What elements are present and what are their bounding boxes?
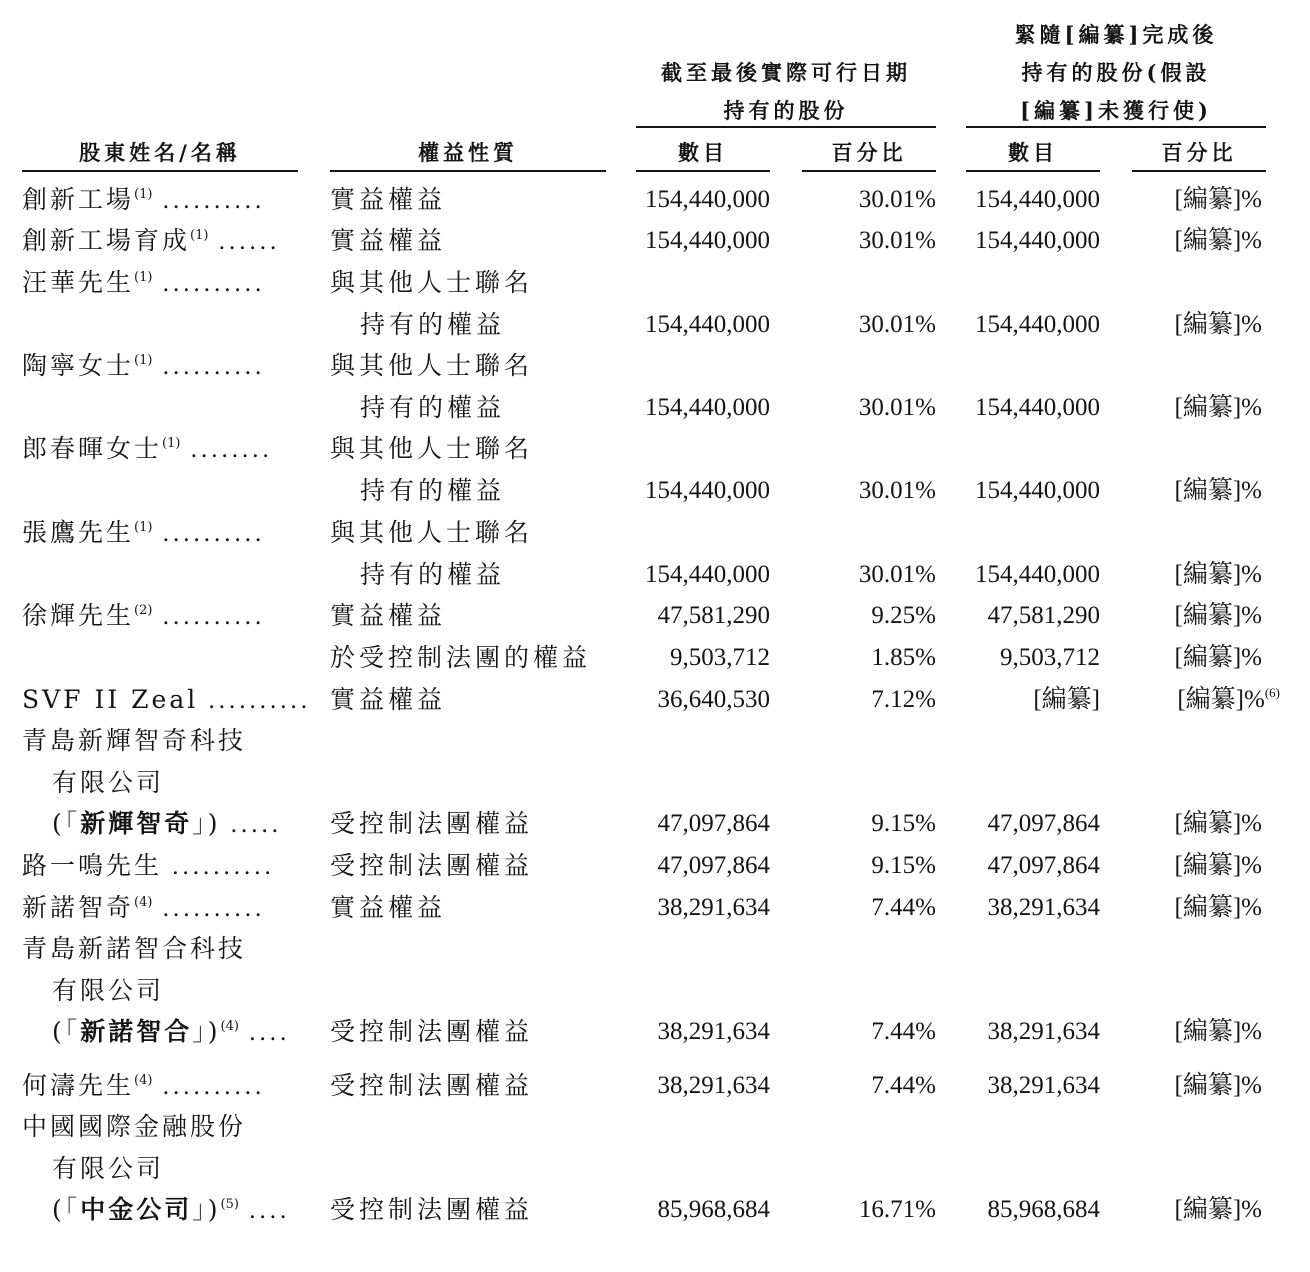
interest-nature: 受控制法團權益 (330, 1195, 534, 1224)
shares-percent-before: 7.12% (871, 686, 936, 713)
shares-percent-before: 30.01% (858, 394, 936, 421)
footnote-marker: (4) (134, 1073, 153, 1088)
shares-percent-after (1100, 685, 1280, 715)
footnote-marker: (5) (220, 1197, 239, 1212)
shares-percent-after (1100, 1071, 1262, 1101)
shareholder-name-text: 中國國際金融股份 (22, 1112, 247, 1141)
col-rule-percent-after (1132, 170, 1266, 172)
leader-dots: .......... (152, 1073, 266, 1100)
shares-number-before: 47,097,864 (657, 852, 770, 879)
shareholder-name-line3 (52, 1195, 290, 1226)
redacted-percent: [編纂]% (1174, 1196, 1262, 1223)
leader-dots: .......... (152, 270, 266, 297)
shares-percent-after (1100, 185, 1262, 215)
header-number-before: 數目 (678, 140, 728, 165)
bracket-open: (「 (52, 1017, 81, 1046)
shareholder-name (22, 601, 265, 632)
footnote-marker: (1) (134, 270, 153, 285)
shares-number-before: 36,640,530 (657, 686, 770, 713)
col-rule-nature (330, 170, 606, 172)
leader-dots: .......... (162, 853, 275, 880)
interest-nature-cont: 持有的權益 (360, 560, 506, 589)
shares-number-before: 9,503,712 (670, 644, 770, 671)
shareholder-name (22, 685, 311, 716)
leader-dots: .......... (152, 603, 266, 630)
shares-number-after: 154,440,000 (975, 186, 1100, 213)
shares-percent-after (1100, 1017, 1262, 1047)
leader-dots: ...... (208, 228, 281, 255)
shares-percent-after (1100, 601, 1262, 631)
shareholder-name-text: SVF II Zeal (22, 685, 199, 714)
shareholder-name-text: 創新工場 (22, 185, 135, 214)
redacted-percent: [編纂]% (1174, 394, 1262, 421)
short-name: 新諾智合 (80, 1017, 193, 1046)
shares-percent-before: 7.44% (871, 1072, 936, 1099)
redacted-percent: [編纂]% (1174, 1072, 1262, 1099)
shareholder-name (22, 434, 273, 465)
shares-number-before: 154,440,000 (645, 561, 770, 588)
interest-nature: 受控制法團權益 (330, 1071, 534, 1100)
leader-dots: .......... (152, 187, 266, 214)
interest-nature: 實益權益 (330, 601, 447, 630)
shares-percent-before: 30.01% (858, 186, 936, 213)
bracket-close: 」) (192, 809, 221, 838)
shareholder-name-text: 新諾智奇 (22, 893, 135, 922)
shares-percent-after (1100, 851, 1262, 881)
redacted-percent: [編纂]% (1174, 602, 1262, 629)
interest-nature-cont: 持有的權益 (360, 310, 506, 339)
header-group-before-line2: 持有的股份 (723, 98, 849, 123)
interest-nature-cont: 持有的權益 (360, 393, 506, 422)
shares-number-before: 38,291,634 (657, 1072, 770, 1099)
shares-number-after: 38,291,634 (987, 894, 1100, 921)
shares-number-after: 47,097,864 (987, 852, 1100, 879)
shares-percent-before: 7.44% (871, 1018, 936, 1045)
shares-percent-before: 30.01% (858, 477, 936, 504)
shareholder-name-line1 (22, 726, 246, 756)
footnote-marker: (4) (220, 1019, 239, 1034)
shareholder-name-text: 創新工場育成 (22, 226, 191, 255)
shares-number-before: 85,968,684 (657, 1196, 770, 1223)
leader-dots: .... (238, 1019, 291, 1046)
shares-percent-before: 7.44% (871, 894, 936, 921)
shareholder-name-text: 汪華先生 (22, 268, 135, 297)
header-group-after-line1: 緊隨[編纂]完成後 (1014, 22, 1218, 47)
group-after-rule (966, 126, 1266, 128)
interest-nature: 與其他人士聯名 (330, 518, 534, 547)
shares-percent-after (1100, 476, 1262, 506)
interest-nature: 與其他人士聯名 (330, 268, 534, 297)
col-rule-number-after (966, 170, 1100, 172)
shares-number-after: 154,440,000 (975, 477, 1100, 504)
header-group-before (636, 54, 936, 130)
interest-nature: 實益權益 (330, 185, 447, 214)
col-rule-number-before (636, 170, 770, 172)
footnote-marker: (1) (162, 436, 181, 451)
shareholder-name-line3 (52, 809, 282, 840)
shares-percent-after (1100, 643, 1262, 673)
header-percent-before: 百分比 (831, 140, 907, 165)
interest-nature: 受控制法團權益 (330, 851, 534, 880)
shares-percent-before: 30.01% (858, 311, 936, 338)
shares-number-before: 38,291,634 (657, 1018, 770, 1045)
redacted-percent: [編纂]% (1174, 311, 1262, 338)
header-group-before-line1: 截至最後實際可行日期 (661, 60, 911, 85)
shareholder-name-text: 郎春暉女士 (22, 434, 163, 463)
footnote-marker: (1) (134, 520, 153, 535)
leader-dots: ..... (220, 811, 283, 838)
redacted-percent: [編纂]% (1174, 561, 1262, 588)
shareholder-name (22, 351, 265, 382)
redacted-percent: [編纂]% (1174, 186, 1262, 213)
header-group-after-line2: 持有的股份(假設 (1021, 60, 1211, 85)
shareholder-name-line2 (52, 976, 164, 1006)
leader-dots: ........ (180, 436, 273, 463)
shares-percent-after (1100, 393, 1262, 423)
redacted-percent: [編纂]% (1174, 894, 1262, 921)
bracket-open: (「 (52, 1195, 81, 1224)
shareholder-name (22, 1071, 265, 1102)
interest-nature: 受控制法團權益 (330, 809, 534, 838)
footnote-marker: (4) (134, 895, 153, 910)
shares-number-after: 154,440,000 (975, 227, 1100, 254)
redacted-percent: [編纂]% (1174, 477, 1262, 504)
header-percent-after: 百分比 (1161, 140, 1237, 165)
shares-number-before: 154,440,000 (645, 394, 770, 421)
interest-nature: 與其他人士聯名 (330, 434, 534, 463)
redacted-percent: [編纂]% (1174, 1018, 1262, 1045)
footnote-marker: (1) (190, 228, 209, 243)
shares-number-after: 154,440,000 (975, 394, 1100, 421)
shareholder-name-text: 路一鳴先生 (22, 851, 163, 880)
header-group-after (966, 16, 1266, 130)
shareholder-name (22, 893, 265, 924)
leader-dots: .......... (198, 687, 311, 714)
shareholder-name (22, 185, 265, 216)
leader-dots: .......... (152, 895, 266, 922)
shareholder-name-text: 青島新輝智奇科技 (22, 726, 247, 755)
redacted-percent: [編纂]% (1174, 227, 1262, 254)
shares-number-before: 154,440,000 (645, 477, 770, 504)
bracket-close: 」) (192, 1195, 221, 1224)
interest-nature: 實益權益 (330, 226, 447, 255)
shares-number-after: 47,097,864 (987, 810, 1100, 837)
footnote-marker: (1) (134, 353, 153, 368)
shares-percent-after (1100, 560, 1262, 590)
interest-nature: 實益權益 (330, 685, 447, 714)
shareholder-name (22, 268, 265, 299)
shares-number-after: 154,440,000 (975, 561, 1100, 588)
interest-nature-cont: 持有的權益 (360, 476, 506, 505)
shares-percent-before: 16.71% (858, 1196, 936, 1223)
shares-percent-before: 1.85% (871, 644, 936, 671)
shareholder-name-text: 張鷹先生 (22, 518, 135, 547)
redacted-percent: [編纂]% (1174, 644, 1262, 671)
header-name: 股東姓名/名稱 (79, 140, 241, 165)
shares-percent-after (1100, 809, 1262, 839)
leader-dots: .... (238, 1197, 291, 1224)
shares-percent-after (1100, 226, 1262, 256)
shareholder-name (22, 226, 280, 257)
shares-number-after: 38,291,634 (987, 1018, 1100, 1045)
shareholder-name-line2 (52, 1154, 164, 1184)
shareholder-name-line3 (52, 1017, 290, 1048)
shares-percent-after (1100, 1195, 1262, 1225)
shares-percent-after (1100, 310, 1262, 340)
short-name: 新輝智奇 (80, 809, 193, 838)
redacted-percent: [編纂]% (1174, 852, 1262, 879)
leader-dots: .......... (152, 520, 266, 547)
shares-percent-before: 30.01% (858, 227, 936, 254)
shares-number-before: 154,440,000 (645, 311, 770, 338)
header-nature: 權益性質 (418, 140, 518, 165)
shareholder-name-text: 有限公司 (52, 767, 165, 797)
shareholder-name-text: 有限公司 (52, 975, 165, 1005)
shares-number-after: 47,581,290 (987, 602, 1100, 629)
interest-nature: 與其他人士聯名 (330, 351, 534, 380)
redacted-percent: [編纂]% (1177, 686, 1265, 713)
footnote-marker: (2) (134, 603, 153, 618)
shares-percent-before: 9.15% (871, 810, 936, 837)
shareholder-name-text: 何濤先生 (22, 1071, 135, 1100)
leader-dots: .......... (152, 353, 266, 380)
shareholder-name-text: 陶寧女士 (22, 351, 135, 380)
shareholder-name-text: 徐輝先生 (22, 601, 135, 630)
shareholder-name-text: 青島新諾智合科技 (22, 934, 247, 963)
group-before-rule (636, 126, 936, 128)
short-name: 中金公司 (80, 1195, 193, 1224)
shares-number-before: 47,097,864 (657, 810, 770, 837)
shares-percent-before: 30.01% (858, 561, 936, 588)
shares-number-before: 154,440,000 (645, 186, 770, 213)
bracket-open: (「 (52, 809, 81, 838)
shares-number-after: [編纂] (1033, 686, 1100, 713)
shares-percent-after (1100, 893, 1262, 923)
shares-number-after: 38,291,634 (987, 1072, 1100, 1099)
shares-percent-before: 9.25% (871, 602, 936, 629)
shareholder-name-text: 有限公司 (52, 1153, 165, 1183)
interest-nature: 受控制法團權益 (330, 1017, 534, 1046)
shares-number-before: 47,581,290 (657, 602, 770, 629)
shareholder-name-line2 (52, 768, 164, 798)
shareholder-name (22, 518, 265, 549)
footnote-marker: (1) (134, 187, 153, 202)
interest-nature: 於受控制法團的權益 (330, 643, 592, 672)
shares-percent-before: 9.15% (871, 852, 936, 879)
col-rule-percent-before (802, 170, 936, 172)
header-number-after: 數目 (1008, 140, 1058, 165)
shareholder-name (22, 851, 275, 882)
shares-number-before: 38,291,634 (657, 894, 770, 921)
interest-nature: 實益權益 (330, 893, 447, 922)
shareholder-name-line1 (22, 934, 246, 964)
shares-number-before: 154,440,000 (645, 227, 770, 254)
shares-number-after: 85,968,684 (987, 1196, 1100, 1223)
shareholder-name-line1 (22, 1112, 246, 1142)
redacted-percent: [編纂]% (1174, 810, 1262, 837)
shares-number-after: 154,440,000 (975, 311, 1100, 338)
bracket-close: 」) (192, 1017, 221, 1046)
footnote-marker: (6) (1264, 685, 1280, 700)
col-rule-name (22, 170, 298, 172)
shares-number-after: 9,503,712 (1000, 644, 1100, 671)
header-group-after-line3: [編纂]未獲行使) (1020, 98, 1212, 123)
